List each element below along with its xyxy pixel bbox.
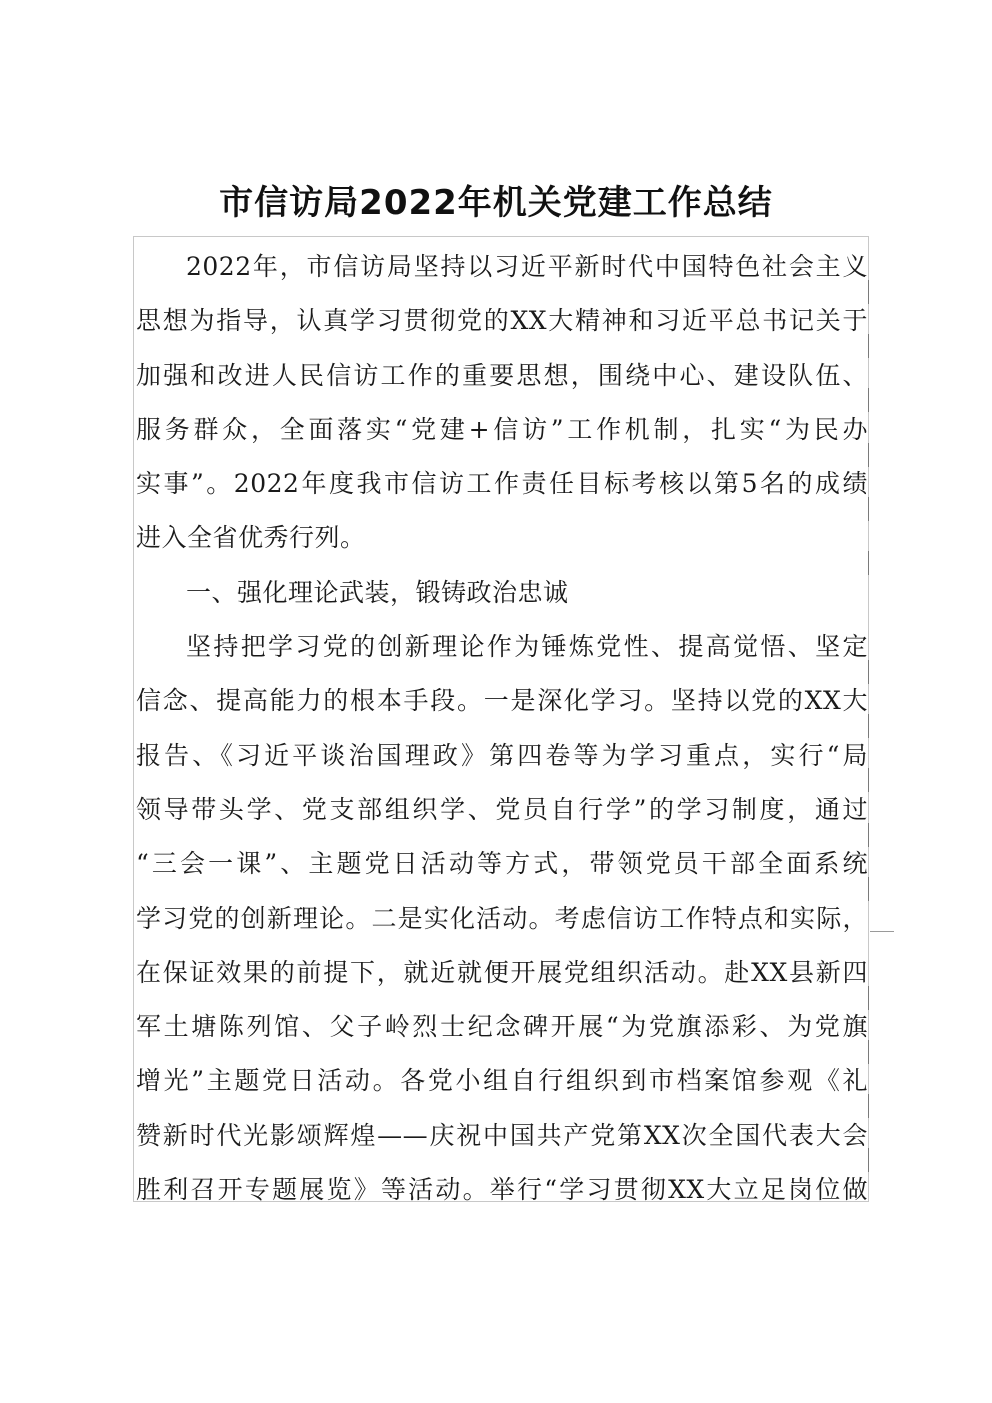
paragraph-1-line-1: 2022年，市信访局坚持以习近平新时代中国特色社会主义 xyxy=(186,252,868,281)
right-edge-mark xyxy=(868,280,869,304)
right-edge-mark xyxy=(868,714,869,738)
paragraph-2-line-7: 在保证效果的前提下，就近就便开展党组织活动。赴XX县新四 xyxy=(136,957,868,987)
margin-corner-mark xyxy=(870,931,894,932)
right-edge-mark xyxy=(868,334,869,358)
paragraph-2-line-6: 学习党的创新理论。二是实化活动。考虑信访工作特点和实际， xyxy=(136,903,868,933)
right-edge-mark xyxy=(868,443,869,467)
right-edge-mark xyxy=(868,497,869,521)
right-edge-mark xyxy=(868,1094,869,1118)
paragraph-1-line-2: 思想为指导，认真学习贯彻党的XX大精神和习近平总书记关于 xyxy=(136,306,868,336)
paragraph-1-line-3: 加强和改进人民信访工作的重要思想，围绕中心、建设队伍、 xyxy=(136,360,868,390)
paragraph-2-line-4: 领导带头学、党支部组织学、党员自行学”的学习制度，通过 xyxy=(136,794,868,824)
right-edge-mark xyxy=(868,768,869,792)
paragraph-2-line-3: 报告、《习近平谈治国理政》第四卷等为学习重点，实行“局 xyxy=(136,740,868,770)
paragraph-2-line-9: 增光”主题党日活动。各党小组自行组织到市档案馆参观《礼 xyxy=(136,1066,868,1096)
right-edge-mark xyxy=(868,551,869,575)
paragraph-2-line-11: 胜利召开专题展览》等活动。举行“学习贯彻XX大立足岗位做 xyxy=(136,1175,868,1205)
paragraph-1-line-4: 服务群众，全面落实“党建+信访”工作机制，扎实“为民办 xyxy=(136,414,868,444)
document-body xyxy=(136,240,868,1217)
paragraph-2-line-8: 军土塘陈列馆、父子岭烈士纪念碑开展“为党旗添彩、为党旗 xyxy=(136,1012,868,1042)
paragraph-2-line-1: 坚持把学习党的创新理论作为锤炼党性、提高觉悟、坚定 xyxy=(186,632,868,662)
document-title: 市信访局2022年机关党建工作总结 xyxy=(219,183,773,223)
paragraph-2-line-5: “三会一课”、主题党日活动等方式，带领党员干部全面系统 xyxy=(136,849,868,879)
right-edge-mark xyxy=(868,1040,869,1064)
right-edge-mark xyxy=(868,660,869,684)
right-edge-mark xyxy=(868,986,869,1010)
right-edge-mark xyxy=(868,877,869,901)
section-heading-1: 一、强化理论武装，锻铸政治忠诚 xyxy=(186,577,569,607)
paragraph-1-line-6: 进入全省优秀行列。 xyxy=(136,523,366,553)
right-edge-mark xyxy=(868,388,869,412)
paragraph-1-line-5: 实事”。2022年度我市信访工作责任目标考核以第5名的成绩 xyxy=(136,469,868,499)
right-edge-mark xyxy=(868,1148,869,1172)
paragraph-2-line-10: 赞新时代光影颂辉煌——庆祝中国共产党第XX次全国代表大会 xyxy=(136,1120,868,1150)
paragraph-2-line-2: 信念、提高能力的根本手段。一是深化学习。坚持以党的XX大 xyxy=(136,686,868,716)
right-edge-mark xyxy=(868,823,869,847)
